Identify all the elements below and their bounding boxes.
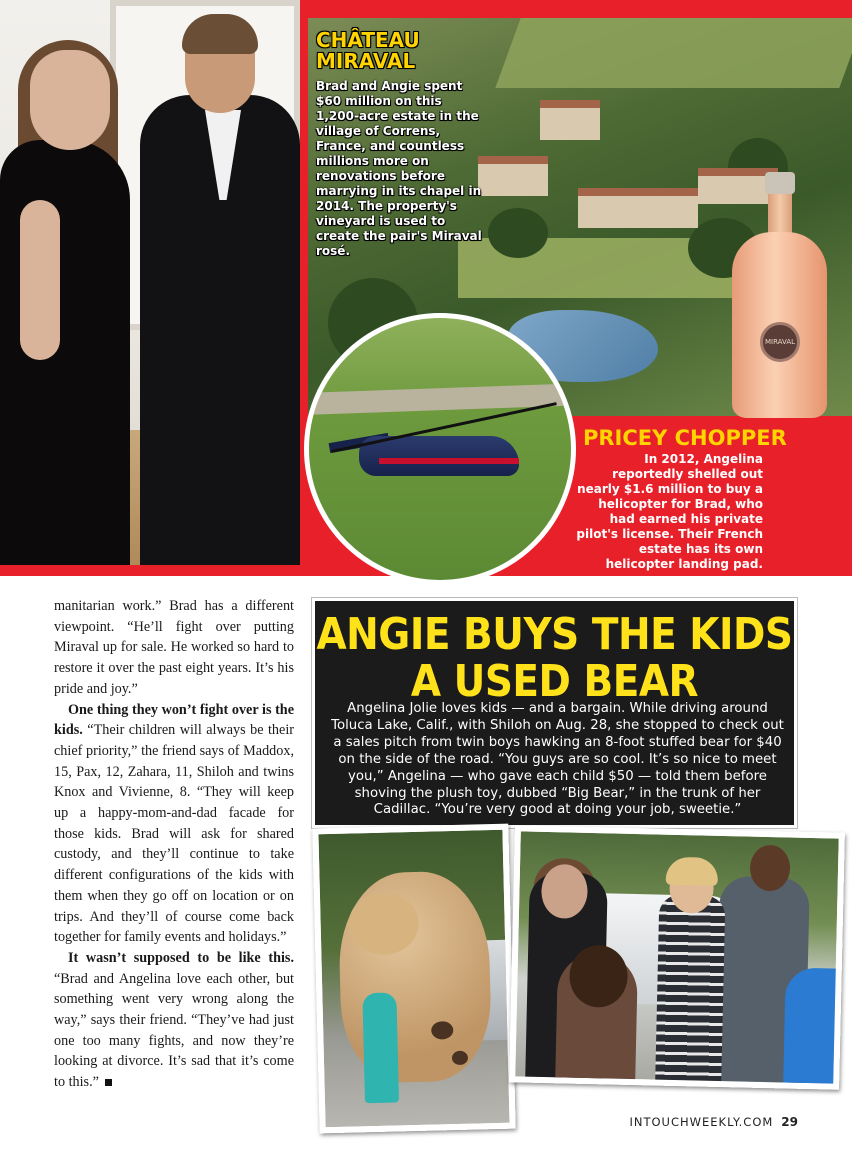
chopper-caption-body: In 2012, Angelina reportedly shelled out nearly $1.6 million to buy a helicopter for Brad, who had earned his private pilot's license. Their French estate has its own helicopter landing pad. <box>576 452 763 571</box>
bear-spot <box>452 1051 468 1065</box>
end-mark-icon <box>105 1079 112 1086</box>
chateau-caption-body: Brad and Angie spent $60 million on this 1,200-acre estate in the village of Correns, France, and countless millions more on renovations before marrying in its chapel in 2014. The property's vineyard is used to create the pair's Miraval rosé. <box>316 79 482 258</box>
article-paragraph <box>54 700 294 948</box>
paragraph-text: “Brad and Angelina love each other, but something went very wrong along the way,” says their friend. “They’ve had just one too many fights, and now they’re looking at divorce. It’s sad that it’s come to this.” <box>54 970 294 1091</box>
bottle-cap <box>765 172 795 194</box>
helicopter-body <box>359 436 519 476</box>
angie-figure <box>0 140 130 565</box>
estate-building <box>578 188 698 228</box>
article-paragraph <box>54 948 294 1093</box>
kid-carrying-bear <box>362 992 399 1103</box>
shiloh-hair <box>666 857 719 886</box>
vineyard-field <box>495 18 852 88</box>
page-footer <box>629 1115 798 1129</box>
paragraph-lead: It wasn’t supposed to be like this. <box>68 949 294 966</box>
sidebar-headline: ANGIE BUYS THE KIDS A USED BEAR <box>316 609 793 708</box>
chopper-caption-title: PRICEY CHOPPER <box>583 426 787 450</box>
estate-building <box>478 156 548 196</box>
bear-photo <box>312 824 515 1134</box>
tree <box>488 208 548 258</box>
bear-head <box>348 892 419 956</box>
stuffed-bear <box>337 870 492 1084</box>
sidebar-body: Angelina Jolie loves kids — and a bargain. While driving around Toluca Lake, Calif., with Shiloh on Aug. 28, she stopped to check out a sales pitch from twin boys hawking an 8-foot stuffed bear for $40 on the side of the road. “You guys are so cool. It’s so nice to meet you,” Angelina — who gave each child $50 — told them before shoving the plush toy, dubbed “Big Bear,” in the trunk of her Cadillac. “You’re very good at doing your job, sweetie.” <box>331 701 784 818</box>
paragraph-lead: One thing they won’t fight over is the kids. <box>54 701 294 739</box>
article-column <box>54 596 294 1093</box>
bottle-seal-logo: MIRAVAL <box>760 322 800 362</box>
angie-arm <box>20 200 60 360</box>
angie-head <box>30 50 110 150</box>
road <box>309 383 576 414</box>
estate-building <box>540 100 600 140</box>
page-number: 29 <box>781 1115 798 1129</box>
shiloh <box>655 895 726 1090</box>
chateau-caption-title: CHÂTEAU MIRAVAL <box>316 28 420 73</box>
helicopter-stripe <box>379 458 519 464</box>
bear-sidebar <box>312 598 797 828</box>
article-paragraph: manitarian work.” Brad has a different viewpoint. “He’ll fight over putting Miraval up for sale. He worked so hard to restore it over the past eight years. It’s his pride and joy.” <box>54 598 294 697</box>
helicopter-inset-photo <box>304 313 576 585</box>
paragraph-text: “Their children will always be their chief priority,” the friend says of Maddox, 15, Pax, 12, Zahara, 11, Shiloh and twins Knox and Vivienne, 8. “They will keep up a happy-mom-and-dad facade for those kids. Brad will ask for shared custody, and they’ll continue to take different configurations of the kids with them when they go off on location or on trips. And they’ll of course come back together for family events and holidays.” <box>54 722 294 946</box>
bear-spot <box>431 1021 453 1040</box>
angie-kids-photo <box>509 825 845 1089</box>
couple-photo <box>0 0 300 565</box>
second-boy <box>783 967 845 1089</box>
footer-site: INTOUCHWEEKLY.COM <box>629 1115 774 1129</box>
miraval-rose-bottle <box>732 172 827 418</box>
